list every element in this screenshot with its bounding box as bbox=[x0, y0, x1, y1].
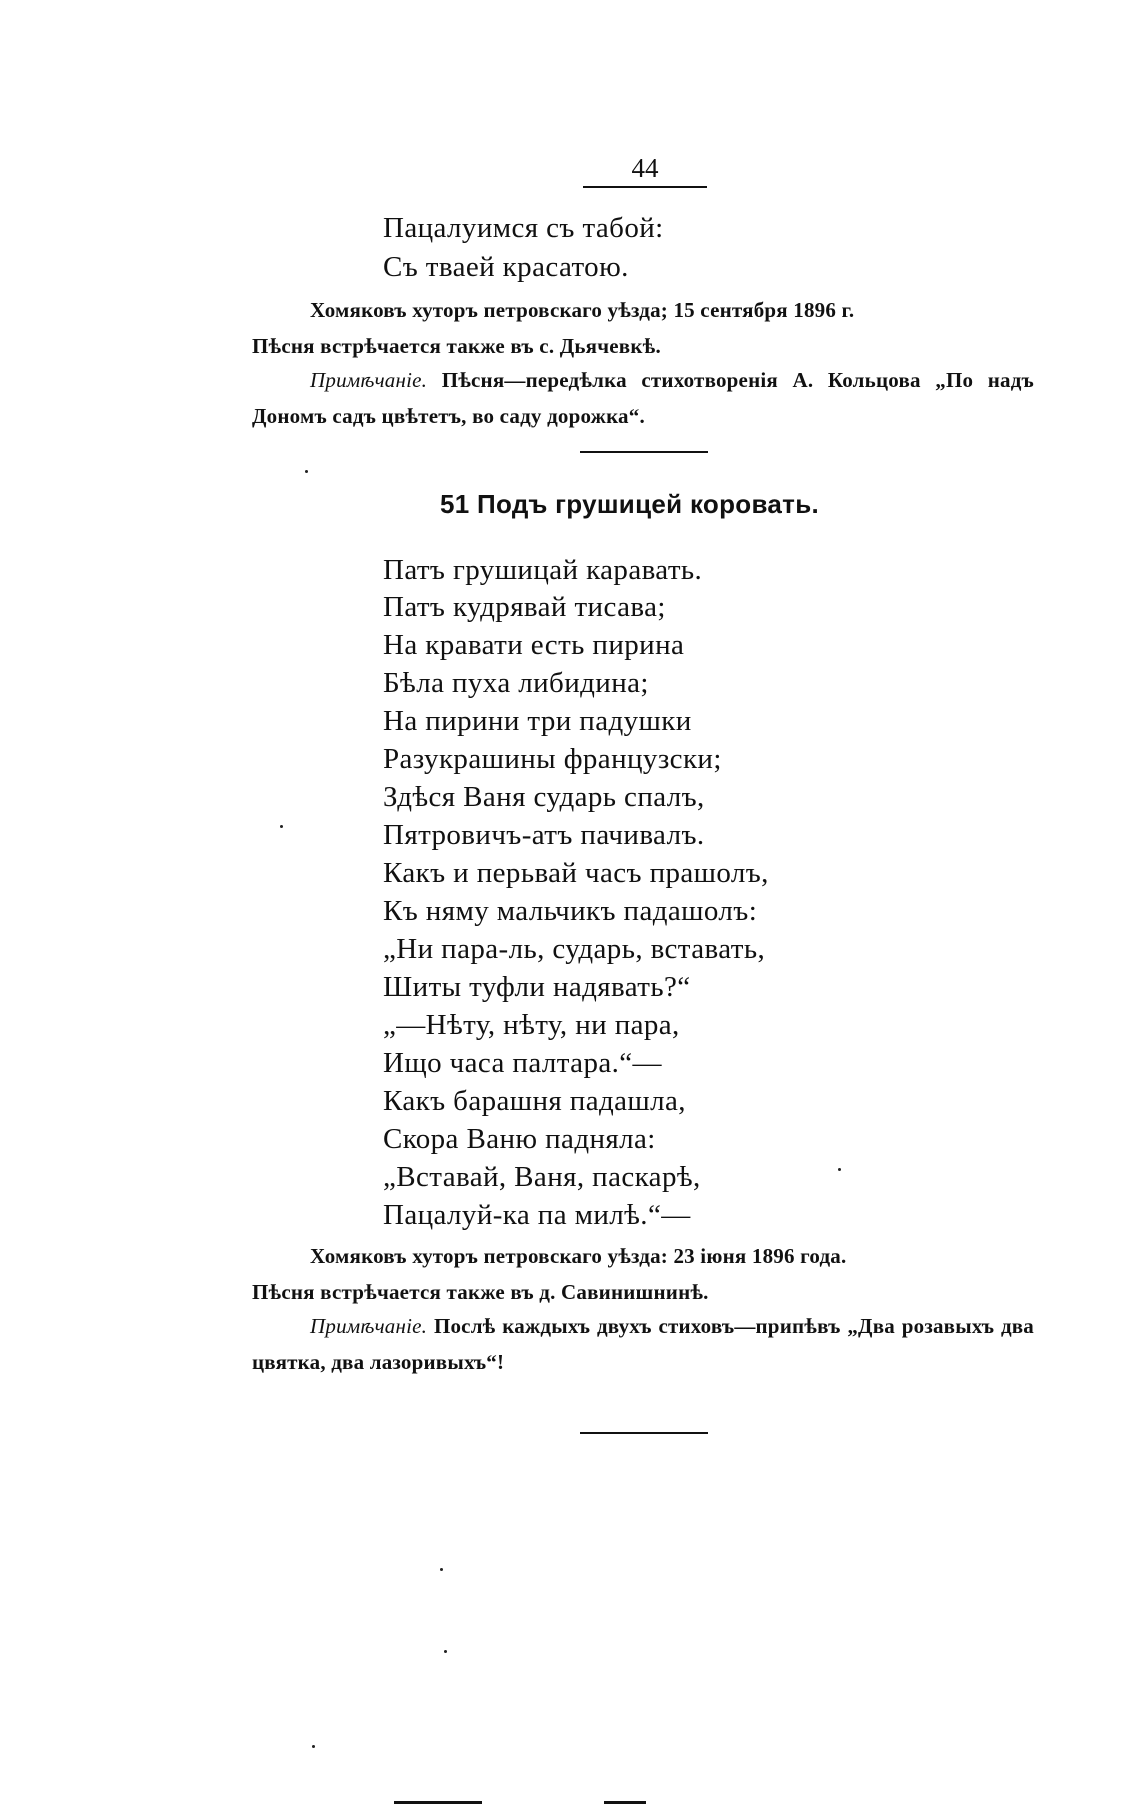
song-line-6: Разукрашины французски; bbox=[383, 743, 722, 775]
bottom-mark-left bbox=[394, 1801, 482, 1804]
song-line-5: На пирини три падушки bbox=[383, 705, 692, 737]
song-line-14: Ищо часа палтара.“— bbox=[383, 1047, 662, 1079]
song-line-16: Скора Ваню падняла: bbox=[383, 1123, 656, 1155]
page-number: 44 bbox=[583, 152, 707, 188]
remark-note-2 bbox=[252, 1308, 1034, 1380]
remark-text: Послѣ каждыхъ двухъ стиховъ—припѣвъ „Два розавыхъ два цвятка, два лазоривыхъ“! bbox=[252, 1314, 1035, 1374]
song-line-3: На кравати есть пирина bbox=[383, 629, 685, 661]
source-note-2-line-2: Пѣсня встрѣчается также въ д. Савинишнинѣ. bbox=[252, 1280, 709, 1304]
scan-speck bbox=[305, 470, 308, 473]
remark-note-1 bbox=[252, 362, 1034, 434]
bottom-mark-right bbox=[604, 1801, 646, 1804]
source-note-1-line-2: Пѣсня встрѣчается также въ с. Дьячевкѣ. bbox=[252, 334, 661, 358]
song-title: 51 Подъ грушицей коровать. bbox=[440, 489, 819, 519]
top-verse-line-1: Пацалуимся съ табой: bbox=[383, 212, 664, 244]
song-line-8: Пятровичъ-атъ пачивалъ. bbox=[383, 819, 705, 851]
scan-speck bbox=[440, 1568, 443, 1571]
remark-label: Примѣчаніе. bbox=[310, 368, 428, 392]
song-line-18: Пацалуй-ка па милѣ.“— bbox=[383, 1199, 691, 1231]
song-line-10: Къ няму мальчикъ падашолъ: bbox=[383, 895, 758, 927]
remark-text: Пѣсня—передѣлка стихотворенія А. Кольцова „По надъ Дономъ садъ цвѣтетъ, во саду дорожка“. bbox=[252, 368, 1035, 428]
scan-speck bbox=[838, 1168, 841, 1171]
top-verse-line-2: Съ тваей красатою. bbox=[383, 251, 629, 283]
song-line-9: Какъ и перьвай часъ прашолъ, bbox=[383, 857, 769, 889]
song-line-7: Здѣся Ваня сударь спалъ, bbox=[383, 781, 705, 813]
song-line-17: „Вставай, Ваня, паскарѣ, bbox=[383, 1161, 701, 1193]
song-line-13: „—Нѣту, нѣту, ни пара, bbox=[383, 1009, 680, 1041]
source-note-2-line-1: Хомяковъ хуторъ петровскаго уѣзда: 23 іюня 1896 года. bbox=[310, 1244, 847, 1268]
song-line-1: Патъ грушицай каравать. bbox=[383, 554, 703, 586]
song-line-11: „Ни пара-ль, сударь, вставать, bbox=[383, 933, 766, 965]
source-note-1-line-1: Хомяковъ хуторъ петровскаго уѣзда; 15 сентября 1896 г. bbox=[310, 298, 855, 322]
closing-divider bbox=[580, 1432, 708, 1434]
song-line-2: Патъ кудрявай тисава; bbox=[383, 591, 666, 623]
song-line-12: Шиты туфли надявать?“ bbox=[383, 971, 691, 1003]
source-note-2 bbox=[252, 1238, 1034, 1310]
source-note-1 bbox=[252, 292, 1034, 364]
section-divider bbox=[580, 451, 708, 453]
remark-label: Примѣчаніе. bbox=[310, 1314, 428, 1338]
song-line-15: Какъ барашня падашла, bbox=[383, 1085, 686, 1117]
song-line-4: Бѣла пуха либидина; bbox=[383, 667, 649, 699]
scan-speck bbox=[280, 825, 283, 828]
scan-speck bbox=[444, 1650, 447, 1653]
scan-speck bbox=[312, 1745, 315, 1748]
